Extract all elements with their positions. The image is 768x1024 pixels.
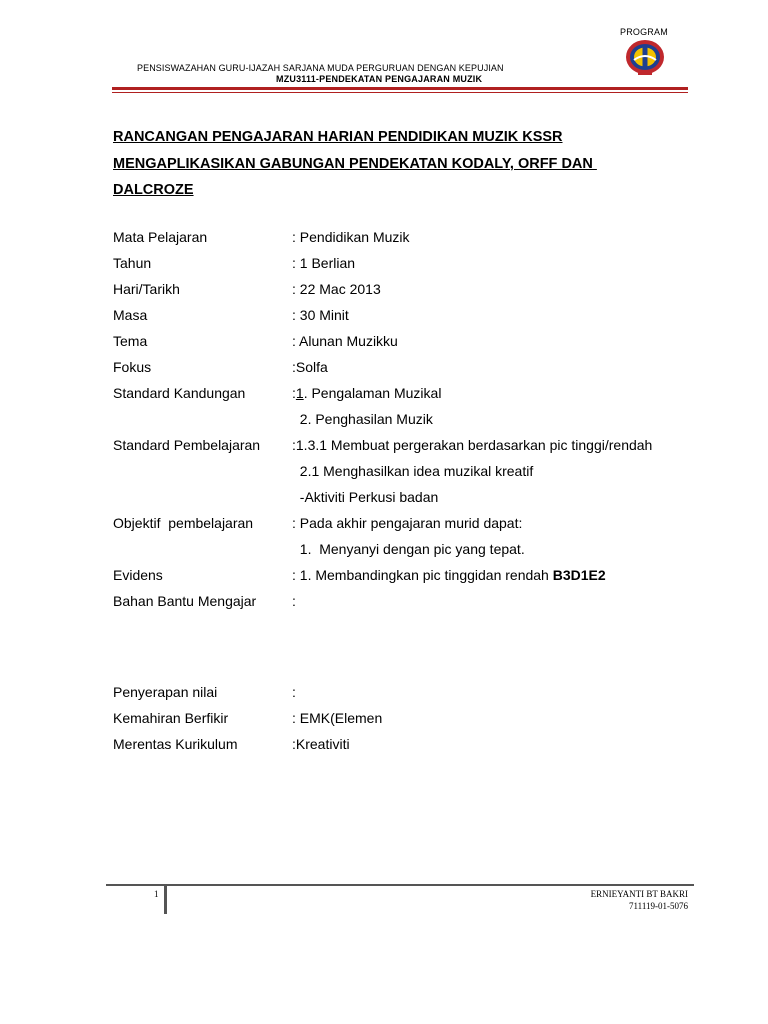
field-label: Mata Pelajaran [113, 229, 208, 245]
field-label: Objektif pembelajaran [113, 515, 254, 531]
page-number: 1 [154, 889, 159, 899]
footer-divider [106, 884, 694, 886]
field-value: : 30 Minit [292, 307, 349, 323]
field-label: Hari/Tarikh [113, 281, 180, 297]
field-value: :Kreativiti [292, 736, 350, 752]
field-label: Bahan Bantu Mengajar [113, 593, 257, 609]
field-value: 2. Penghasilan Muzik [292, 411, 433, 427]
title-line-1: RANCANGAN PENGAJARAN HARIAN PENDIDIKAN MUZIK KSSR [113, 129, 563, 145]
field-label: Kemahiran Berfikir [113, 710, 229, 726]
field-value: : EMK(Elemen [292, 710, 383, 726]
field-label: Standard Pembelajaran [113, 437, 261, 453]
field-label: Tahun [113, 255, 152, 271]
institute-crest-logo [624, 38, 666, 76]
field-value-text: : 1. Membandingkan pic tinggidan rendah [292, 567, 553, 583]
field-label: Masa [113, 307, 148, 323]
field-value [292, 385, 441, 401]
field-value: :Solfa [292, 359, 328, 375]
field-label: Penyerapan nilai [113, 684, 218, 700]
field-value: : [292, 684, 296, 700]
title-line-2: MENGAPLIKASIKAN GABUNGAN PENDEKATAN KODALY, ORFF DAN [113, 155, 597, 172]
title-line-3: DALCROZE [113, 182, 194, 198]
field-label: Fokus [113, 359, 152, 375]
header-program-name: PENSISWAZAHAN GURU-IJAZAH SARJANA MUDA PERGURUAN DENGAN KEPUJIAN [137, 63, 504, 73]
author-id: 711119-01-5076 [629, 901, 688, 911]
field-value: : [292, 593, 296, 609]
field-value: : Pada akhir pengajaran murid dapat: [292, 515, 523, 531]
program-label: PROGRAM [620, 27, 668, 37]
field-label: Evidens [113, 567, 163, 583]
field-label: Standard Kandungan [113, 385, 246, 401]
document-title [113, 124, 673, 204]
header-divider [112, 87, 688, 90]
field-value-code: B3D1E2 [552, 567, 606, 583]
field-value [292, 567, 606, 583]
field-value: : 22 Mac 2013 [292, 281, 381, 297]
field-value: 1. Menyanyi dengan pic yang tepat. [292, 541, 525, 557]
field-value-text: . Pengalaman Muzikal [303, 385, 442, 401]
field-label: Tema [113, 333, 148, 349]
field-value: : 1 Berlian [292, 255, 356, 271]
author-name: ERNIEYANTI BT BAKRI [590, 889, 688, 899]
field-value: 2.1 Menghasilkan idea muzikal kreatif [292, 463, 534, 479]
footer-author [591, 888, 688, 912]
field-label: Merentas Kurikulum [113, 736, 238, 752]
header-divider-thin [112, 92, 688, 93]
field-value: : Pendidikan Muzik [292, 229, 410, 245]
header-course-code: MZU3111-PENDEKATAN PENGAJARAN MUZIK [276, 74, 483, 84]
field-value: :1.3.1 Membuat pergerakan berdasarkan pic tinggi/rendah [292, 437, 653, 453]
field-value: : Alunan Muzikku [292, 333, 398, 349]
field-value-prefix: : [292, 385, 296, 401]
footer-vertical-bar [164, 886, 167, 914]
field-value: -Aktiviti Perkusi badan [292, 489, 439, 505]
field-value-number: 1 [295, 385, 304, 401]
